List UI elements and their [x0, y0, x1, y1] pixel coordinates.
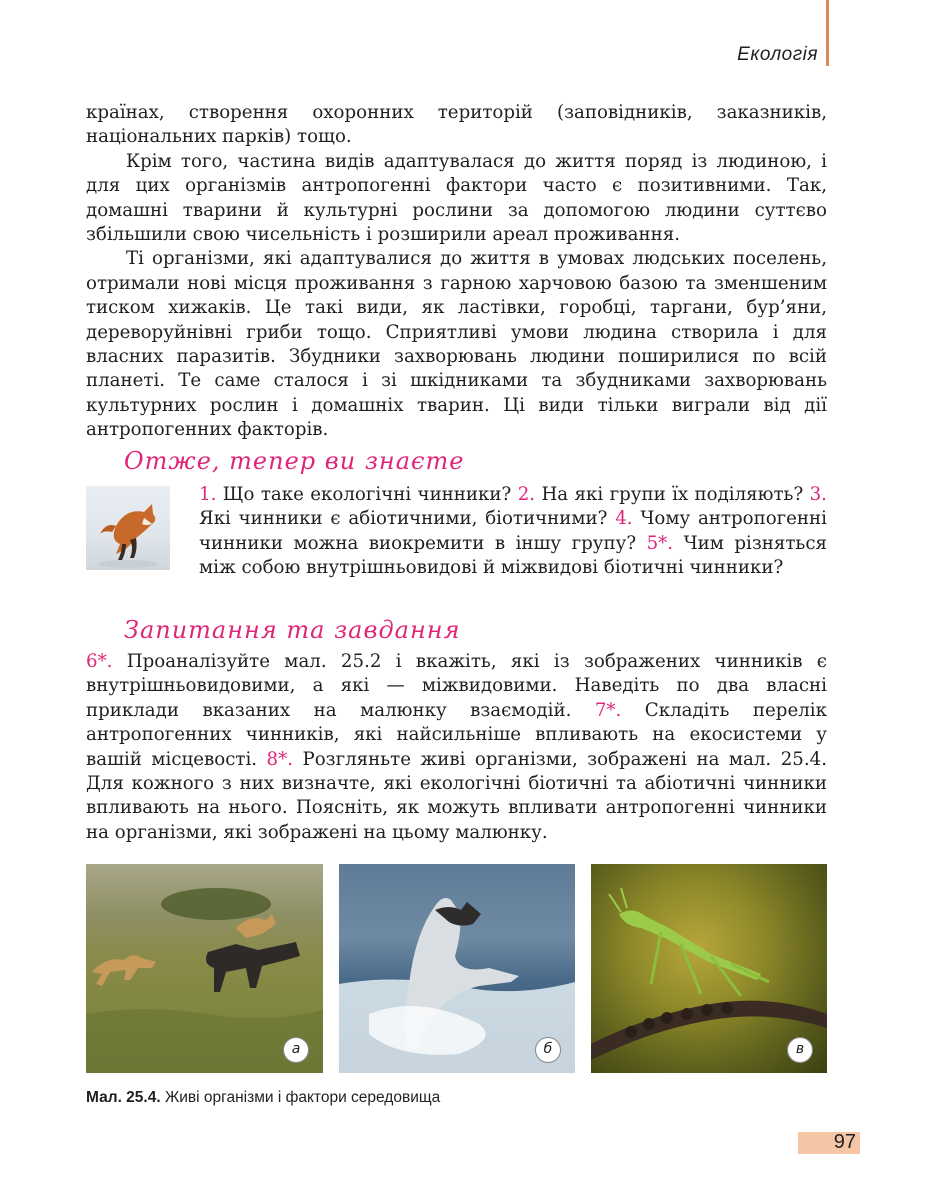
question-number: 2.: [517, 484, 536, 505]
paragraph: Ті організми, які адаптувалися до життя в умовах людських поселень, отримали нові місця проживання з гарною харчовою базою та зменшеним тиском хижаків. Це такі види, як ластівки, горобці, таргани, бур’яни, дереворуйнівні гриби тощо. Сприятливі умови людина створила і для власних паразитів. Збудники захворювань людини поширилися по всій планеті. Те саме сталося і зі шкідниками та збудниками захворювань культурних рослин і домашніх тварин. Ці види тільки виграли від дії антропогенних факторів.: [86, 248, 827, 441]
header-accent-bar: [826, 0, 829, 66]
page-number: 97: [833, 1131, 856, 1153]
photo-shark-seal: [339, 864, 575, 1073]
question-number: 4.: [615, 508, 633, 530]
question-text: Чим різняться між собою внутрішньовидові й міжвидові біотичні чинники?: [199, 532, 827, 579]
paragraph: країнах, створення охоронних територій (заповідників, заказників, національних парків) тощо.: [86, 102, 827, 148]
question-number: 5*.: [646, 532, 674, 554]
figure-label-b: б: [535, 1037, 561, 1063]
task-text: Проаналізуйте мал. 25.2 і вкажіть, які із зображених чинників є внутрішньовидовими, а які — міжвидовими. Наведіть по два власні приклади вказаних на малюнку взаємодій.: [86, 651, 827, 721]
fox-image: [86, 486, 170, 570]
task-number: 8*.: [266, 748, 293, 770]
summary-heading: Отже, тепер ви знаєте: [124, 447, 465, 475]
figure-caption-label: Мал. 25.4.: [86, 1089, 161, 1106]
page-number-box: [798, 1132, 860, 1154]
figure-caption: [86, 1089, 440, 1107]
figure-label-a: а: [283, 1037, 309, 1063]
section-header-label: Екологія: [737, 44, 818, 65]
question-text: Чому антропогенні чинники можна виокремити в іншу групу?: [199, 508, 827, 554]
summary-questions: [199, 483, 827, 581]
tasks-heading: Запитання та завдання: [124, 616, 461, 644]
task-number: 7*.: [594, 699, 622, 721]
paragraph: Крім того, частина видів адаптувалася до життя поряд із людиною, і для цих організмів антропогенні фактори часто є позитивними. Так, домашні тварини й культурні рослини за допомогою людини суттєво збільшили свою чисельність і розширили ареал проживання.: [86, 150, 827, 246]
question-text: На які групи їх поділяють?: [541, 484, 804, 505]
figure-label-c: в: [787, 1037, 813, 1063]
question-text: Які чинники є абіотичними, біотичними?: [199, 508, 608, 530]
question-number: 1.: [199, 484, 217, 505]
photo-cheetahs-wildebeest: [86, 864, 323, 1073]
figure-caption-text: Живі організми і фактори середовища: [160, 1089, 441, 1106]
photo-mantis: [591, 864, 827, 1073]
task-text: Складіть перелік антропогенних чинників, які найсильніше впливають на екосистеми у вашій місцевості.: [86, 699, 827, 770]
task-text: Розгляньте живі організми, зображені на мал. 25.4. Для кожного з них визначте, які екологічні біотичні та абіотичні чинники впливають на нього. Поясніть, як можуть впливати антропогенні чинники на організми, які зображені на цьому малюнку.: [86, 748, 827, 843]
question-text: Що таке екологічні чинники?: [222, 484, 512, 505]
tasks-block: [86, 650, 827, 845]
task-number: 6*.: [86, 651, 113, 672]
main-text-block: [86, 101, 827, 443]
question-number: 3.: [809, 484, 827, 505]
